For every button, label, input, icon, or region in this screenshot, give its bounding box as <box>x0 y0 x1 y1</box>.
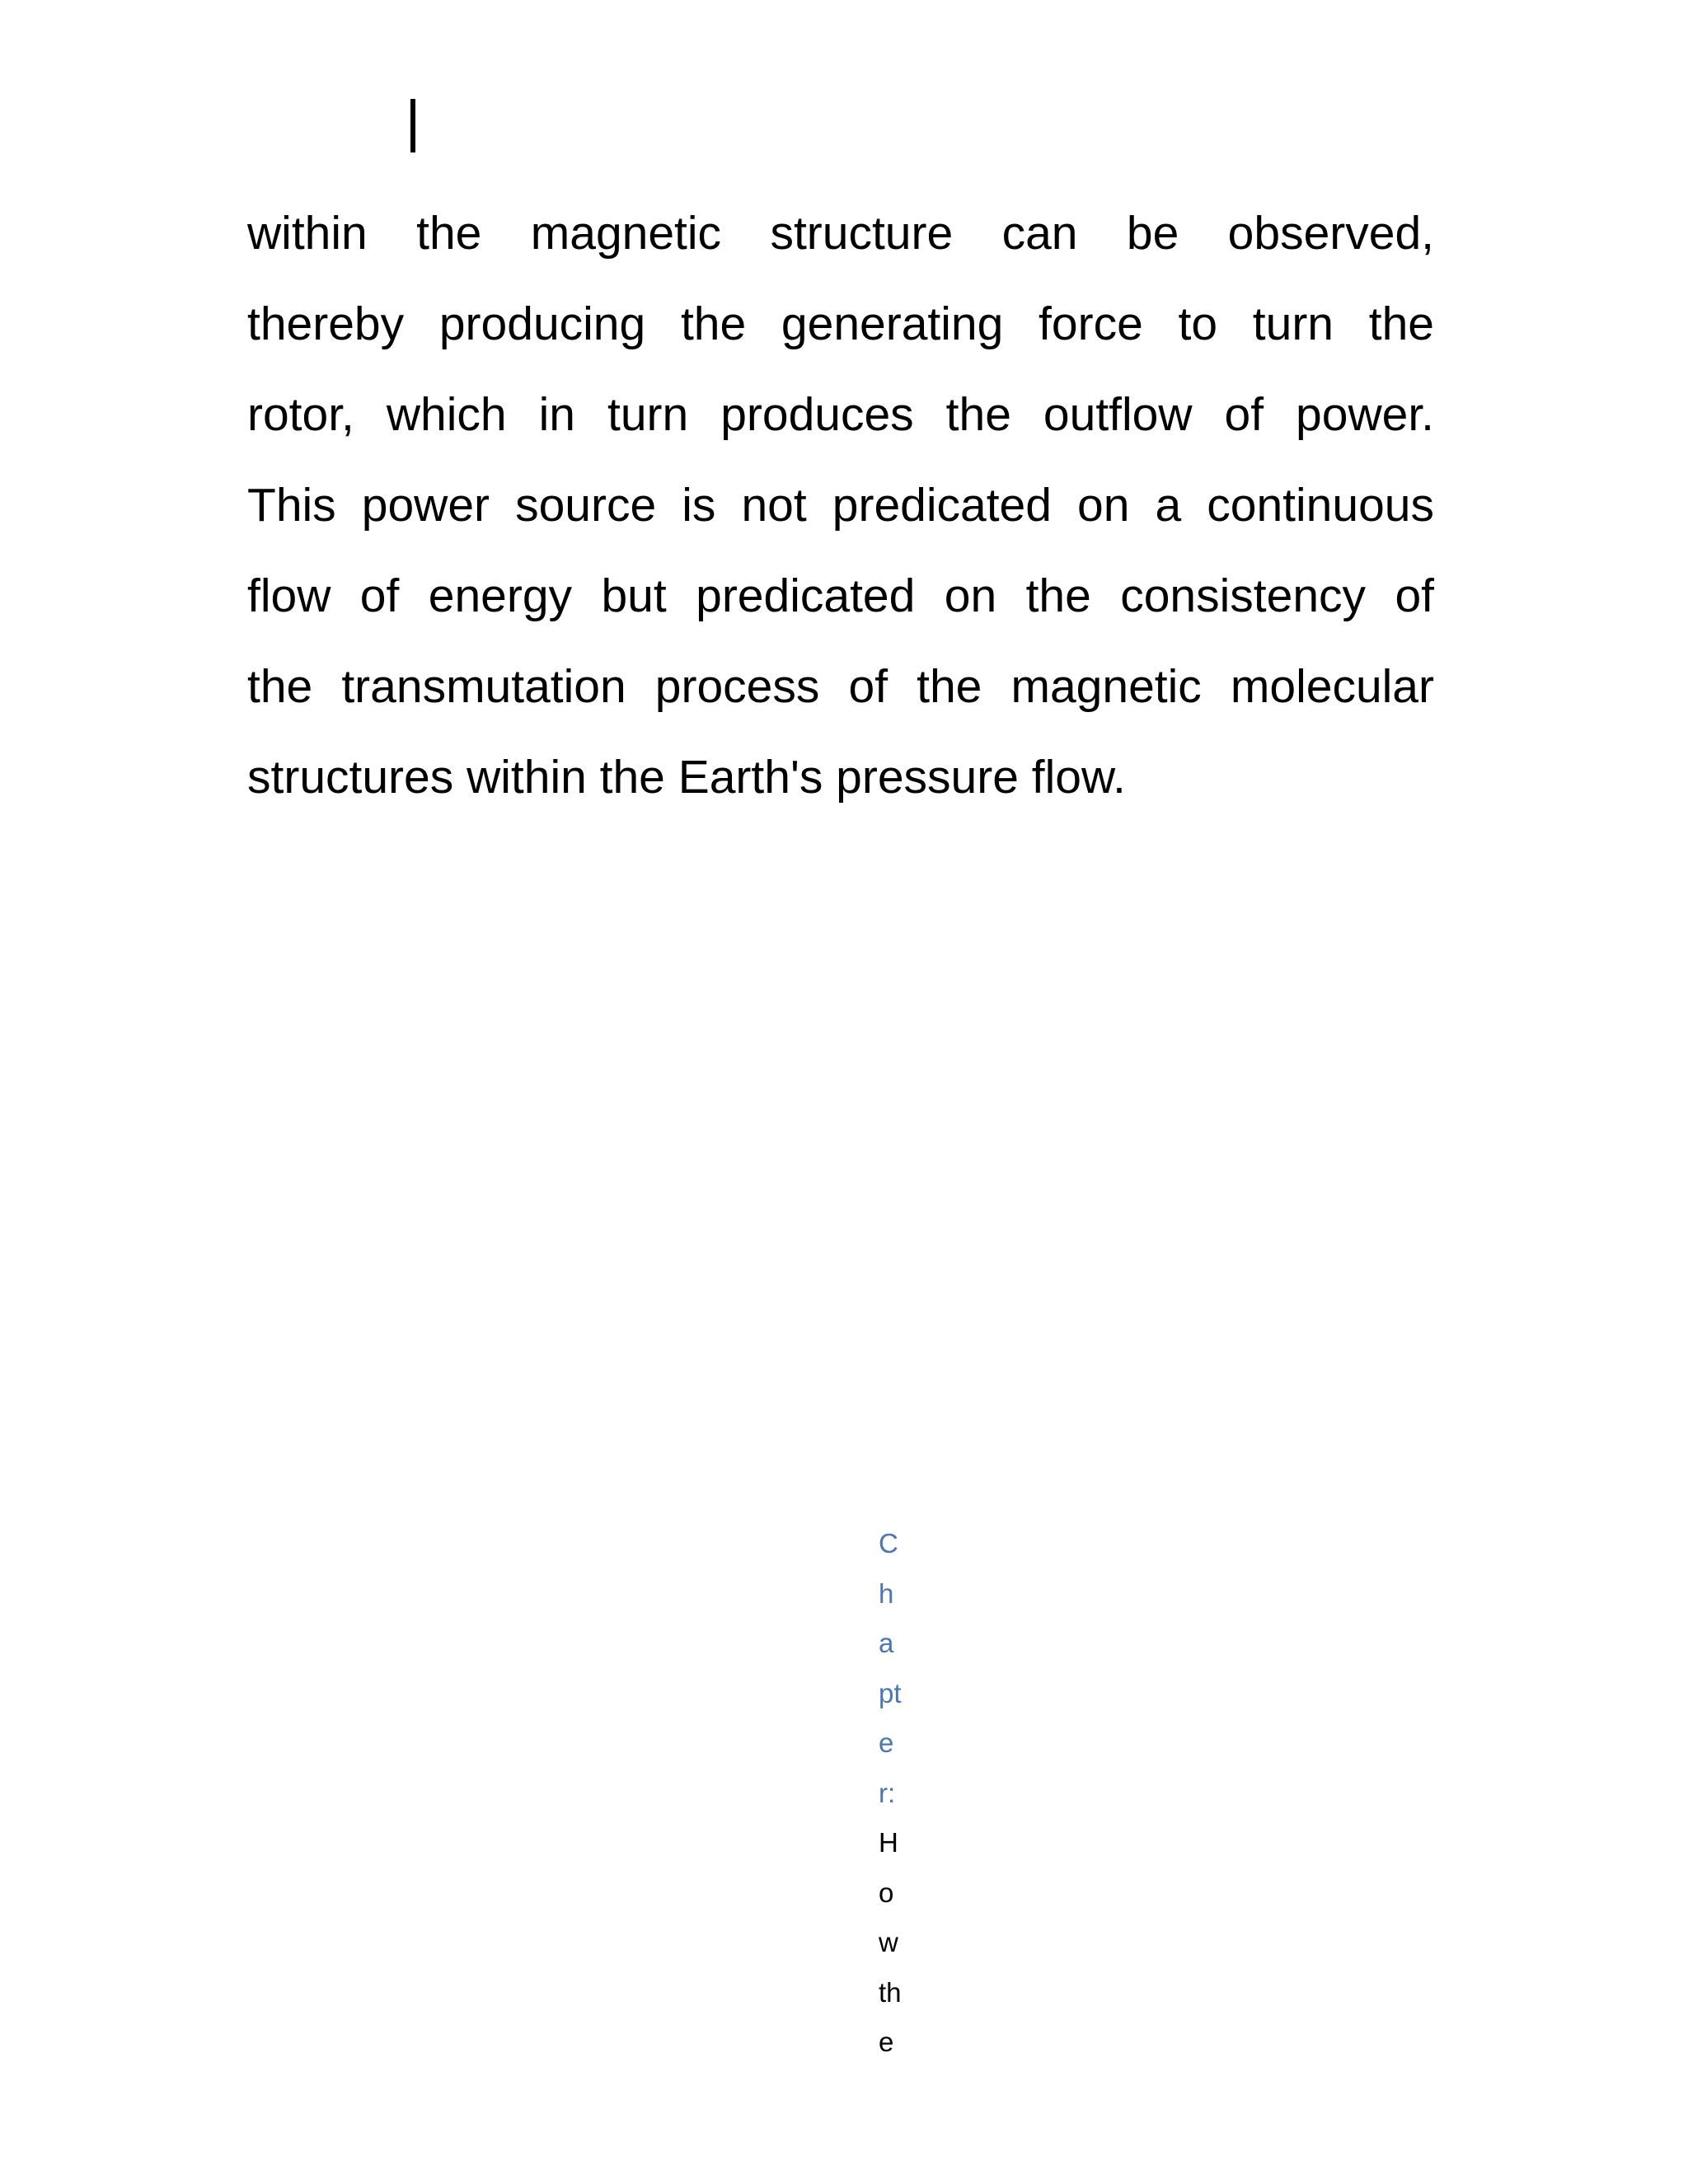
chapter-title-fragment: H <box>879 1827 898 1858</box>
chapter-title-fragment: th <box>879 1976 902 2008</box>
paragraph-line: the transmutation process of the magnetic molecular <box>247 660 1434 713</box>
chapter-title-fragment: o <box>879 1877 894 1908</box>
body-paragraph <box>247 188 1434 823</box>
text-cursor <box>410 99 415 152</box>
chapter-label-fragment: C <box>879 1528 898 1558</box>
paragraph-line: structures within the Earth's pressure flow. <box>247 751 1126 804</box>
chapter-label-fragment: h <box>879 1577 894 1609</box>
paragraph-line: rotor, which in turn produces the outflow of power. <box>247 388 1434 441</box>
paragraph-line: within the magnetic structure can be observed, <box>247 207 1434 260</box>
chapter-label-fragment: e <box>879 1727 894 1758</box>
chapter-title-fragment: e <box>879 2027 894 2057</box>
paragraph-line: This power source is not predicated on a continuous <box>247 479 1434 532</box>
chapter-heading <box>879 1519 945 2068</box>
chapter-label-fragment: pt <box>879 1677 902 1708</box>
paragraph-line: flow of energy but predicated on the consistency of <box>247 569 1434 622</box>
chapter-label-fragment: r: <box>879 1777 896 1808</box>
chapter-title-fragment: w <box>879 1927 898 1957</box>
chapter-label-fragment: a <box>879 1628 894 1658</box>
paragraph-line: thereby producing the generating force to turn the <box>247 298 1434 350</box>
